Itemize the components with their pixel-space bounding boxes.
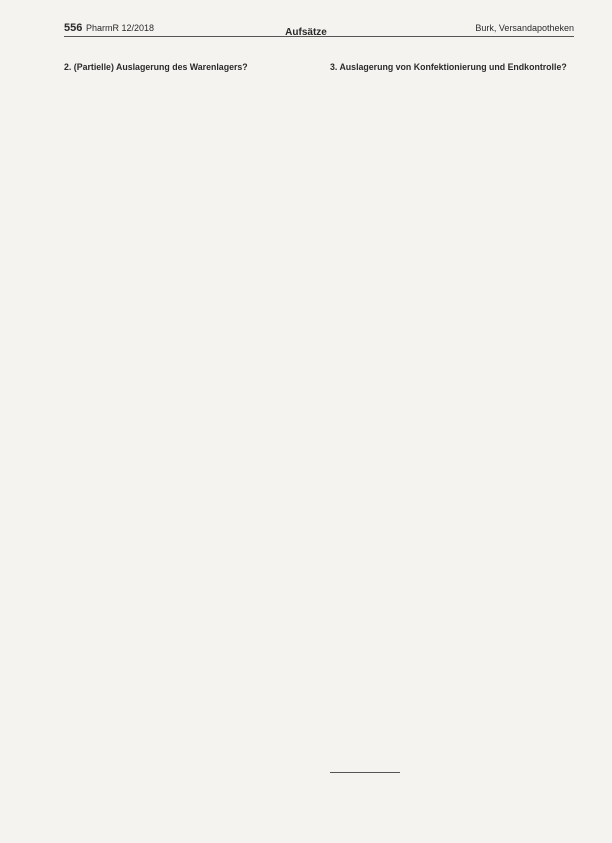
journal-name: PharmR 12/2018 xyxy=(86,23,155,33)
running-title: Burk, Versandapotheken xyxy=(475,23,574,33)
footnote-rule xyxy=(330,772,400,773)
section-heading: 2. (Partielle) Auslagerung des Warenlagers? xyxy=(64,62,248,72)
section-heading: 3. Auslagerung von Konfektionierung und Endkontrolle? xyxy=(330,62,567,72)
right-column xyxy=(330,52,578,83)
left-column xyxy=(64,52,318,83)
header-rule xyxy=(64,36,574,37)
section-title: Aufsätze xyxy=(285,27,327,38)
page-number: 556 xyxy=(64,22,83,34)
